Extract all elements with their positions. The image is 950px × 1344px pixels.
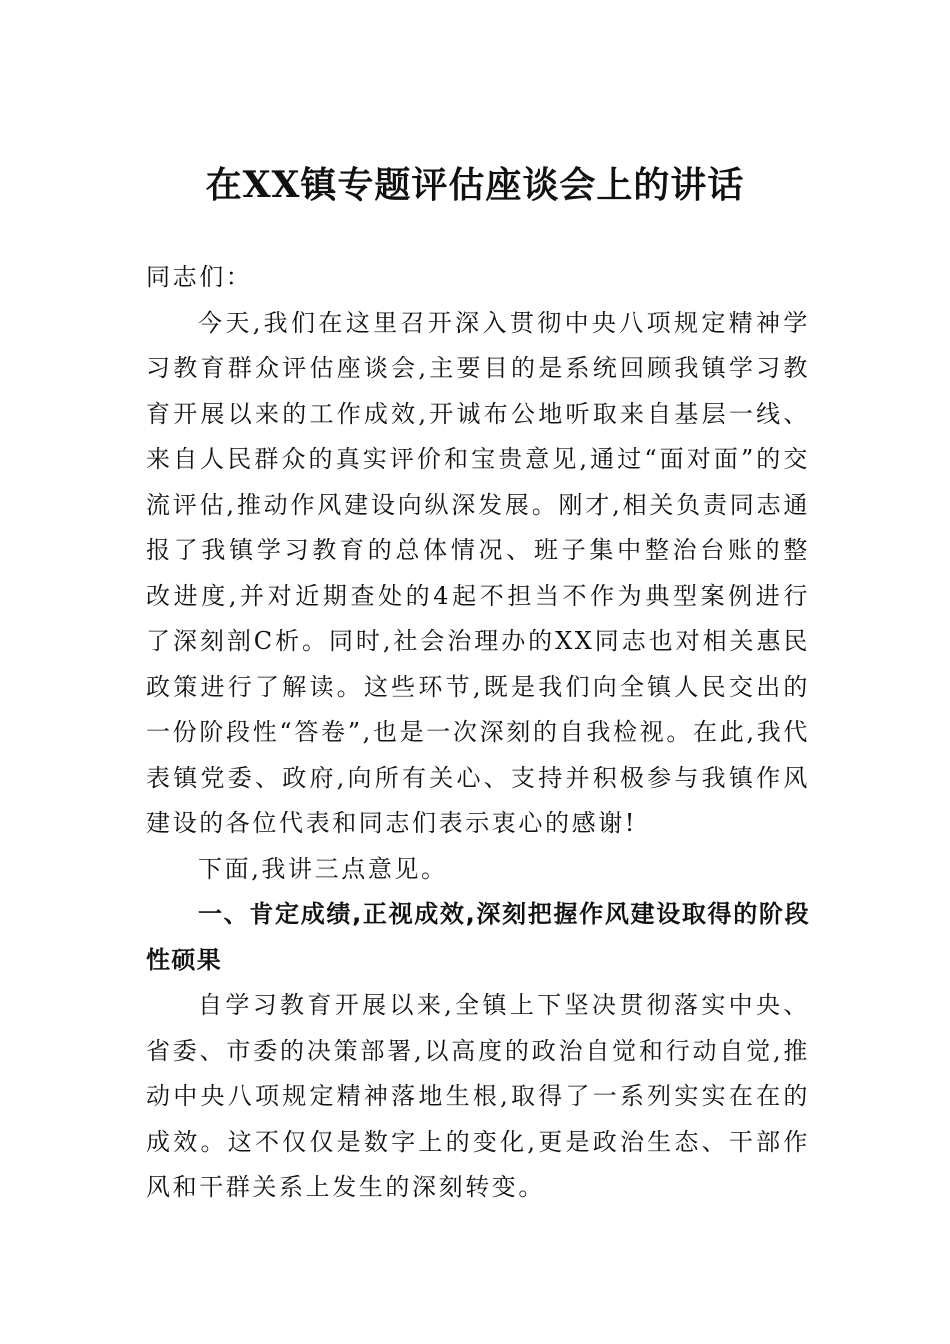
section-1-paragraph: 自学习教育开展以来,全镇上下坚决贯彻落实中央、省委、市委的决策部署,以高度的政治自觉和行动自觉,推动中央八项规定精神落地生根,取得了一系列实实在在的成效。这不仅仅是数字上的变化,更是政治生态、干部作风和干群关系上发生的深刻转变。: [146, 991, 810, 1201]
intro-paragraph: 今天,我们在这里召开深入贯彻中央八项规定精神学习教育群众评估座谈会,主要目的是系统回顾我镇学习教育开展以来的工作成效,开诚布公地听取来自基层一线、来自人民群众的真实评价和宝贵意见,通过“面对面”的交流评估,推动作风建设向纵深发展。刚才,相关负责同志通报了我镇学习教育的总体情况、班子集中整治台账的整改进度,并对近期查处的4起不担当不作为典型案例进行了深刻剖C析。同时,社会治理办的XX同志也对相关惠民政策进行了解读。这些环节,既是我们向全镇人民交出的一份阶段性“答卷”,也是一次深刻的自我检视。在此,我代表镇党委、政府,向所有关心、支持并积极参与我镇作风建设的各位代表和同志们表示衷心的感谢!: [146, 308, 810, 837]
section-1-heading: 一、肯定成绩,正视成效,深刻把握作风建设取得的阶段性硕果: [146, 900, 810, 974]
salutation: 同志们：: [146, 263, 253, 291]
document-body: [146, 255, 810, 1211]
document-title: 在XX镇专题评估座谈会上的讲话: [205, 164, 745, 206]
transition-paragraph: 下面,我讲三点意见。: [198, 854, 448, 883]
